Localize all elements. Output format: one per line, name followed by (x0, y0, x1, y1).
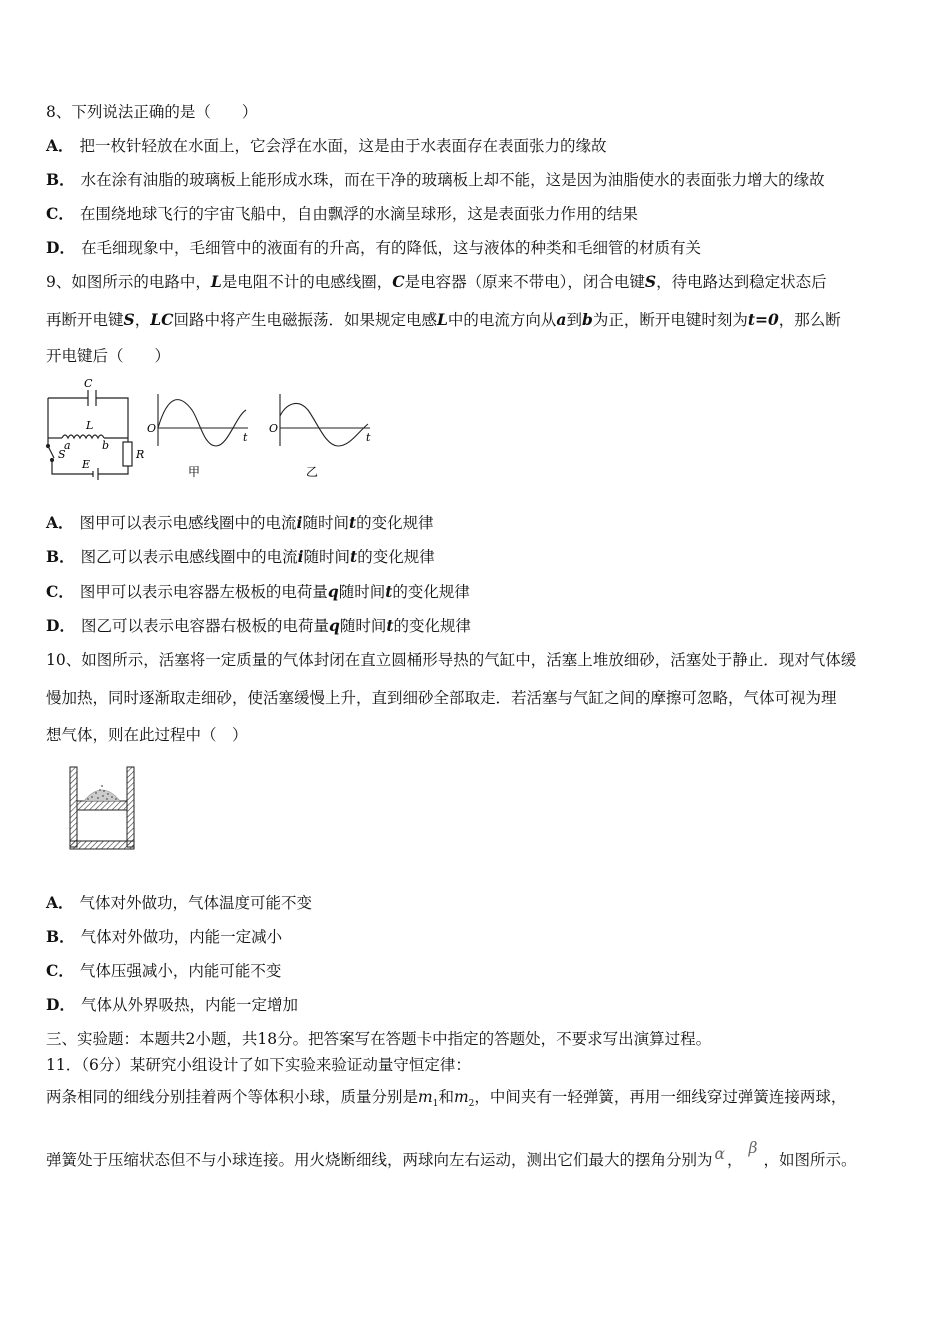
graph-jia-t-label: t (243, 431, 248, 444)
option-text: 在围绕地球飞行的宇宙飞船中，自由飘浮的水滴呈球形，这是表面张力作用的结果 (79, 205, 638, 223)
option-text: 气体对外做功，内能一定减小 (80, 928, 283, 946)
q8-option-a (46, 136, 607, 156)
var-t0: t=0 (747, 310, 779, 329)
var-b: b (581, 310, 593, 329)
var-l: L (210, 272, 222, 291)
q9-line-2 (46, 310, 841, 330)
var: t (386, 616, 394, 635)
q10-option-a (46, 893, 312, 913)
label-r: R (136, 448, 145, 461)
q9-circuit-figure (40, 376, 380, 494)
option-text: 把一枚针轻放在水面上，它会浮在水面，这是由于水表面存在表面张力的缘故 (79, 137, 607, 155)
var: t (385, 582, 393, 601)
option-letter: B． (46, 547, 75, 566)
text: 为正，断开电键时刻为 (592, 311, 748, 329)
option-letter: C． (46, 204, 74, 223)
var-beta: β (748, 1139, 758, 1157)
graph-jia-curve (158, 400, 246, 446)
text: ， (726, 1151, 743, 1169)
option-text: 图乙可以表示电感线圈中的电流 (80, 548, 298, 566)
option-letter: D． (46, 238, 75, 257)
var: t (350, 547, 358, 566)
var-alpha: α (714, 1145, 725, 1163)
text: ， (134, 311, 151, 329)
q8-option-b (46, 170, 825, 190)
option-letter: B． (46, 927, 75, 946)
option-text: 随时间 (302, 514, 349, 532)
option-text: 图乙可以表示电容器右极板的电荷量 (80, 617, 329, 635)
cylinder-right-wall (127, 767, 134, 847)
q10-line-2: 慢加热，同时逐渐取走细砂，使活塞缓慢上升，直到细砂全部取走．若活塞与气缸之间的摩擦可忽略，气体可视为理 (46, 689, 837, 707)
q9-option-a (46, 513, 434, 533)
option-letter: C． (46, 961, 74, 980)
var-l: L (437, 310, 448, 329)
subscript: 2 (468, 1099, 475, 1110)
text: 和 (438, 1088, 454, 1106)
q11-line-3 (46, 1139, 857, 1170)
q10-option-b (46, 927, 282, 947)
text: 再断开电键 (46, 311, 124, 329)
inductor-coil (62, 435, 104, 438)
option-text: 随时间 (339, 617, 387, 635)
sand-pile (84, 790, 120, 801)
option-letter: A． (46, 513, 74, 532)
q10-option-c (46, 961, 281, 981)
graph-jia-origin: O (147, 422, 157, 435)
q8-stem: 8、下列说法正确的是（ ） (46, 103, 258, 121)
option-text: 水在涂有油脂的玻璃板上能形成水珠，而在干净的玻璃板上却不能，这是因为油脂使水的表面张力增大的缘故 (80, 171, 825, 189)
option-letter: C． (46, 582, 74, 601)
option-text: 气体从外界吸热，内能一定增加 (80, 996, 298, 1014)
var-s: S (123, 310, 135, 329)
label-s: S (58, 448, 66, 461)
text: ，待电路达到稳定状态后 (656, 273, 827, 291)
var-s: S (644, 272, 657, 291)
text: 回路中将产生电磁振荡．如果规定电感 (173, 311, 437, 329)
option-letter: B． (46, 170, 75, 189)
var: q (327, 582, 339, 601)
q8-option-c (46, 204, 638, 224)
var-a: a (556, 310, 567, 329)
q9-option-b (46, 547, 435, 567)
var: i (296, 513, 303, 532)
option-letter: A． (46, 893, 74, 912)
option-text: 气体对外做功，气体温度可能不变 (79, 894, 313, 912)
q9-option-d (46, 616, 471, 636)
graph-yi-origin: O (269, 422, 279, 435)
var-m: m (418, 1088, 433, 1106)
option-text: 图甲可以表示电容器左极板的电荷量 (79, 583, 328, 601)
label-a: a (64, 439, 71, 452)
switch-symbol (48, 438, 54, 458)
option-letter: D． (46, 616, 75, 635)
var: q (328, 616, 340, 635)
text: 到 (566, 311, 582, 329)
cylinder-left-wall (70, 767, 77, 847)
q10-cylinder-figure (66, 765, 138, 851)
option-text: 在毛细现象中，毛细管中的液面有的升高，有的降低，这与液体的种类和毛细管的材质有关 (80, 239, 701, 257)
q10-option-d (46, 995, 298, 1015)
option-text: 图甲可以表示电感线圈中的电流 (79, 514, 297, 532)
text: 9、如图所示的电路中， (46, 273, 211, 291)
capacitor-symbol (88, 390, 96, 406)
text: 是电容器（原来不带电），闭合电键 (404, 273, 645, 291)
cylinder-bottom (70, 841, 134, 849)
var: i (297, 547, 304, 566)
label-c: C (84, 377, 93, 390)
text: 中的电流方向从 (447, 311, 557, 329)
graph-yi-curve (280, 403, 368, 446)
option-text: 的变化规律 (392, 583, 470, 601)
label-b: b (102, 439, 110, 452)
section-3-heading: 三、实验题：本题共2小题，共18分。把答案写在答题卡中指定的答题处，不要求写出演算过程。 (46, 1030, 712, 1048)
q10-line-1: 10、如图所示，活塞将一定质量的气体封闭在直立圆桶形导热的气缸中，活塞上堆放细砂，活塞处于静止．现对气体缓 (46, 651, 857, 669)
option-text: 的变化规律 (356, 514, 434, 532)
text: ，中间夹有一轻弹簧，再用一细线穿过弹簧连接两球， (474, 1088, 847, 1106)
text: 弹簧处于压缩状态但不与小球连接。用火烧断细线，两球向左右运动，测出它们最大的摆角分别为 (46, 1151, 713, 1169)
subscript: 1 (432, 1099, 439, 1110)
resistor-symbol (123, 442, 132, 466)
q9-line-3: 开电键后（ ） (46, 347, 171, 365)
var-lc: LC (150, 310, 174, 329)
option-text: 气体压强减小，内能可能不变 (79, 962, 282, 980)
label-l: L (86, 419, 94, 432)
option-text: 随时间 (338, 583, 386, 601)
q9-option-c (46, 582, 470, 602)
q9-line-1 (46, 272, 827, 292)
text: ，如图所示。 (763, 1151, 857, 1169)
option-text: 的变化规律 (357, 548, 435, 566)
battery-symbol (93, 468, 98, 480)
graph-yi-caption: 乙 (306, 465, 319, 479)
label-e: E (82, 458, 91, 471)
var-c: C (392, 272, 405, 291)
q11-line-1: 11．（6分）某研究小组设计了如下实验来验证动量守恒定律： (46, 1056, 471, 1074)
var: t (348, 513, 357, 532)
graph-yi-t-label: t (366, 431, 371, 444)
text: ，那么断 (778, 311, 841, 329)
q8-option-d (46, 238, 701, 258)
piston (77, 801, 127, 810)
graph-jia-caption: 甲 (188, 465, 201, 479)
q11-line-2 (46, 1087, 846, 1114)
graph-yi-axes (280, 394, 370, 446)
text: 是电阻不计的电感线圈， (221, 273, 393, 291)
option-text: 的变化规律 (393, 617, 472, 635)
option-text: 随时间 (303, 548, 351, 566)
option-letter: D． (46, 995, 75, 1014)
var-m: m (453, 1088, 469, 1106)
q10-line-3: 想气体，则在此过程中（ ） (46, 726, 248, 744)
option-letter: A． (46, 136, 74, 155)
text: 两条相同的细线分别挂着两个等体积小球，质量分别是 (46, 1088, 419, 1106)
